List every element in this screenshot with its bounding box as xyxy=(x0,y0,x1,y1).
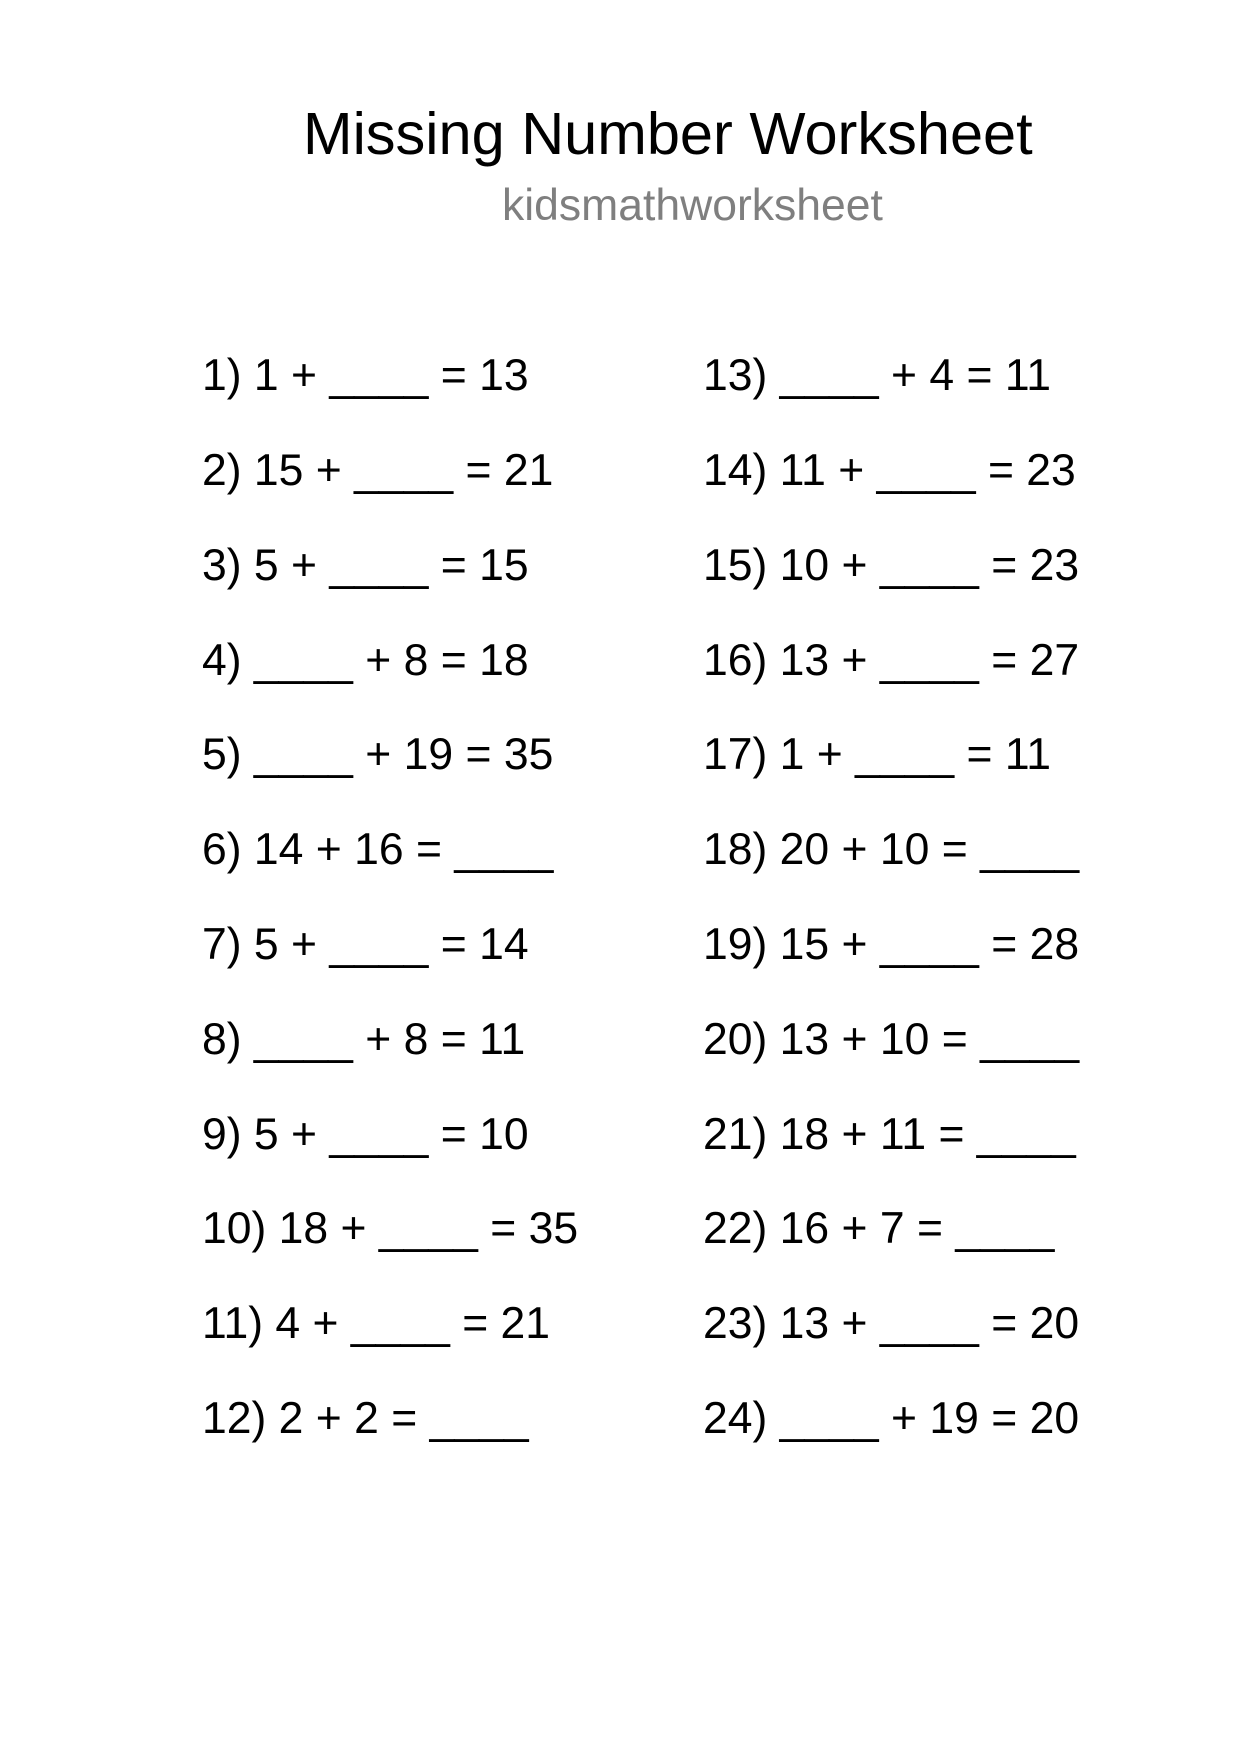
problem-4: 4) ____ + 8 = 18 xyxy=(202,636,529,685)
problem-7: 7) 5 + ____ = 14 xyxy=(202,920,529,969)
problem-15: 15) 10 + ____ = 23 xyxy=(703,541,1080,590)
worksheet-title: Missing Number Worksheet xyxy=(303,100,1033,167)
problem-23: 23) 13 + ____ = 20 xyxy=(703,1299,1080,1348)
problem-2: 2) 15 + ____ = 21 xyxy=(202,446,554,495)
problem-1: 1) 1 + ____ = 13 xyxy=(202,351,529,400)
problem-16: 16) 13 + ____ = 27 xyxy=(703,636,1080,685)
problem-18: 18) 20 + 10 = ____ xyxy=(703,825,1080,874)
problem-3: 3) 5 + ____ = 15 xyxy=(202,541,529,590)
problem-10: 10) 18 + ____ = 35 xyxy=(202,1204,579,1253)
problem-22: 22) 16 + 7 = ____ xyxy=(703,1204,1055,1253)
problem-12: 12) 2 + 2 = ____ xyxy=(202,1394,529,1443)
problem-14: 14) 11 + ____ = 23 xyxy=(703,446,1076,495)
worksheet-subtitle: kidsmathworksheet xyxy=(502,181,883,230)
problem-8: 8) ____ + 8 = 11 xyxy=(202,1015,526,1064)
problem-24: 24) ____ + 19 = 20 xyxy=(703,1394,1080,1443)
problem-17: 17) 1 + ____ = 11 xyxy=(703,730,1052,779)
problem-19: 19) 15 + ____ = 28 xyxy=(703,920,1080,969)
problem-6: 6) 14 + 16 = ____ xyxy=(202,825,554,874)
problem-13: 13) ____ + 4 = 11 xyxy=(703,351,1052,400)
problem-20: 20) 13 + 10 = ____ xyxy=(703,1015,1080,1064)
problem-21: 21) 18 + 11 = ____ xyxy=(703,1110,1076,1159)
problem-11: 11) 4 + ____ = 21 xyxy=(202,1299,551,1348)
problem-9: 9) 5 + ____ = 10 xyxy=(202,1110,529,1159)
problem-5: 5) ____ + 19 = 35 xyxy=(202,730,554,779)
